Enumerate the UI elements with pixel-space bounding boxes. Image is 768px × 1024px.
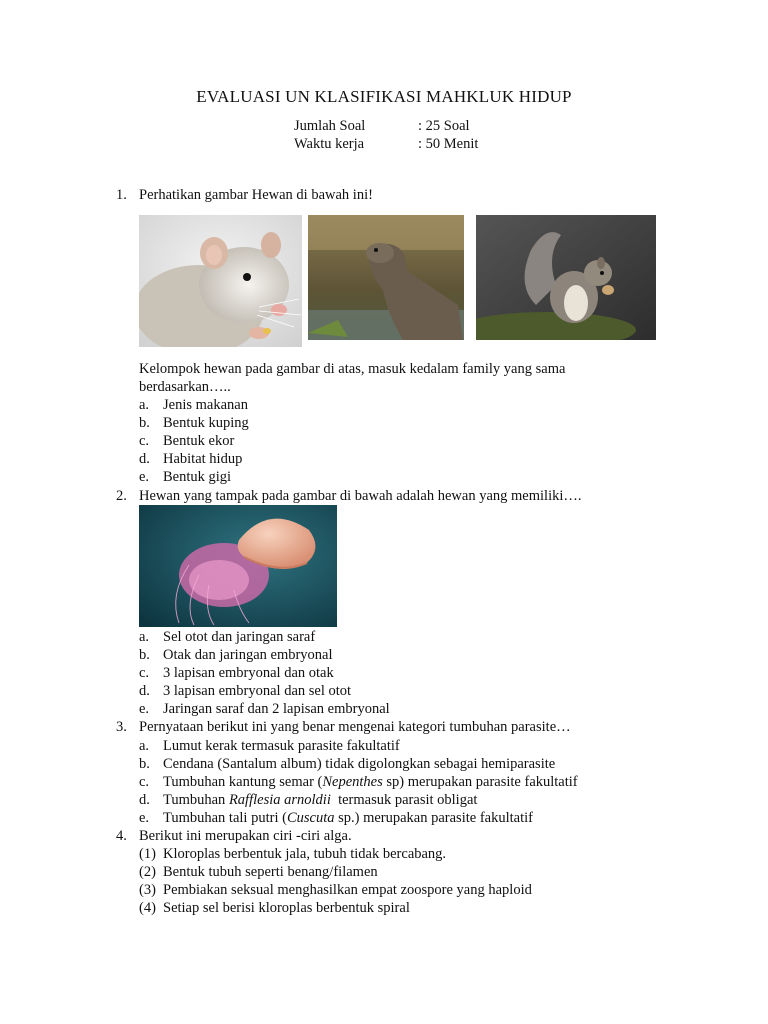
list-marker: (1) xyxy=(139,846,156,862)
meta-row-jumlah-soal xyxy=(0,118,768,136)
page-title: EVALUASI UN KLASIFIKASI MAHKLUK HIDUP xyxy=(196,87,572,106)
option-text: Otak dan jaringan embryonal xyxy=(163,647,333,663)
meta-label: Waktu kerja xyxy=(294,136,365,152)
option-letter: a. xyxy=(139,629,150,645)
meta-value: : 25 Soal xyxy=(418,118,470,134)
option-text: Jaringan saraf dan 2 lapisan embryonal xyxy=(163,701,390,717)
question-prompt: Berikut ini merupakan ciri -ciri alga. xyxy=(139,828,352,844)
list-marker: (4) xyxy=(139,900,156,916)
option-letter: e. xyxy=(139,469,150,485)
question-number: 3. xyxy=(116,719,127,735)
meta-label: Jumlah Soal xyxy=(294,118,366,134)
option-text xyxy=(163,791,477,809)
option-text xyxy=(163,809,533,827)
question-number: 4. xyxy=(116,828,127,844)
question-prompt: Hewan yang tampak pada gambar di bawah adalah hewan yang memiliki…. xyxy=(139,488,582,504)
option-text-italic: Nepenthes xyxy=(322,774,383,790)
question-prompt: Pernyataan berikut ini yang benar mengenai kategori tumbuhan parasite… xyxy=(139,719,571,735)
option-letter: b. xyxy=(139,647,150,663)
question-prompt: Perhatikan gambar Hewan di bawah ini! xyxy=(139,187,373,203)
option-text: Habitat hidup xyxy=(163,451,243,467)
meta-row-waktu-kerja xyxy=(0,136,768,154)
option-text: Bentuk gigi xyxy=(163,469,232,485)
option-text-italic: Rafflesia arnoldii xyxy=(228,792,331,808)
option-text: Cendana (Santalum album) tidak digolongkan sebagai hemiparasite xyxy=(163,756,556,772)
option-letter: c. xyxy=(139,433,150,449)
option-text-italic: Cuscuta xyxy=(286,810,335,826)
option-letter: a. xyxy=(139,738,150,754)
option-text-pre: Tumbuhan tali putri ( xyxy=(163,810,287,826)
option-letter: a. xyxy=(139,397,150,413)
option-text xyxy=(163,773,578,791)
list-text: Pembiakan seksual menghasilkan empat zoospore yang haploid xyxy=(163,882,532,898)
option-letter: d. xyxy=(139,792,150,808)
option-letter: b. xyxy=(139,415,150,431)
option-text-pre: Tumbuhan kantung semar ( xyxy=(163,774,323,790)
list-marker: (3) xyxy=(139,882,156,898)
option-letter: e. xyxy=(139,810,150,826)
option-letter: c. xyxy=(139,774,150,790)
option-text: Bentuk ekor xyxy=(163,433,235,449)
otter-photo xyxy=(308,215,464,340)
list-text: Bentuk tubuh seperti benang/filamen xyxy=(163,864,378,880)
option-text-pre: Tumbuhan xyxy=(163,792,229,808)
option-letter: c. xyxy=(139,665,150,681)
question-number: 1. xyxy=(116,187,127,203)
jellyfish-photo xyxy=(139,505,337,627)
question-number: 2. xyxy=(116,488,127,504)
option-text-post: sp.) merupakan parasite fakultatif xyxy=(334,810,533,826)
option-text: Lumut kerak termasuk parasite fakultatif xyxy=(163,738,400,754)
option-text: Bentuk kuping xyxy=(163,415,249,431)
list-marker: (2) xyxy=(139,864,156,880)
squirrel-photo xyxy=(476,215,656,340)
option-text: Sel otot dan jaringan saraf xyxy=(163,629,316,645)
option-letter: b. xyxy=(139,756,150,772)
meta-value: : 50 Menit xyxy=(418,136,479,152)
option-text-post: termasuk parasit obligat xyxy=(330,792,478,808)
option-text: 3 lapisan embryonal dan sel otot xyxy=(163,683,352,699)
question-body-text: Kelompok hewan pada gambar di atas, masuk kedalam family yang sama xyxy=(139,361,566,377)
option-text: Jenis makanan xyxy=(163,397,248,413)
question-body-text: berdasarkan….. xyxy=(139,379,231,395)
list-text: Kloroplas berbentuk jala, tubuh tidak bercabang. xyxy=(163,846,447,862)
option-letter: d. xyxy=(139,683,150,699)
option-text: 3 lapisan embryonal dan otak xyxy=(163,665,334,681)
option-letter: e. xyxy=(139,701,150,717)
option-text-post: sp) merupakan parasite fakultatif xyxy=(382,774,578,790)
option-letter: d. xyxy=(139,451,150,467)
list-text: Setiap sel berisi kloroplas berbentuk spiral xyxy=(163,900,410,916)
rat-photo xyxy=(139,215,302,347)
